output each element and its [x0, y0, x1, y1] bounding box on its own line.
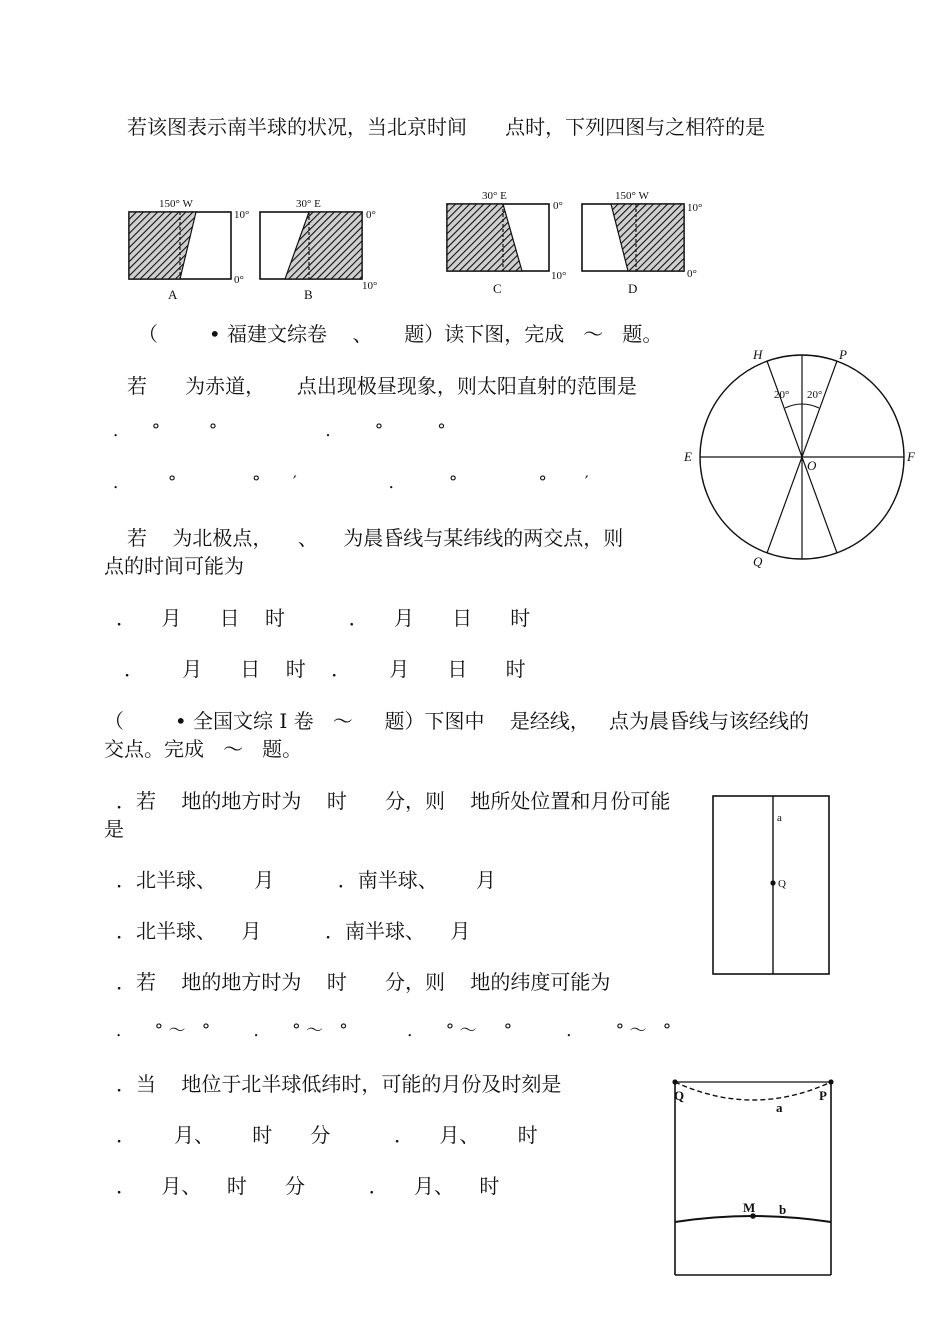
point-p-arc-label: P [819, 1088, 827, 1103]
question2-options-ab: ． 月 日 时 ． 月 日 时 [116, 606, 531, 630]
question5-options-cd: ． 月、 时 分 ． 月、 时 [116, 1174, 500, 1198]
point-h-label: H [753, 347, 763, 362]
question1-options-cd: ． ° ° ′ ． ° ° ′ [113, 473, 589, 493]
figure-c-right-top: 0° [553, 200, 563, 212]
angle-left-label: 20° [774, 389, 790, 401]
point-m-label: M [743, 1200, 756, 1215]
question4-options: ． ° ～ ° ． ° ～ ° ． ° ～ ° ． ° ～ ° [116, 1021, 672, 1041]
option-figures [0, 185, 950, 310]
figure-d-label: D [628, 281, 638, 296]
figure-c-label: C [493, 281, 502, 296]
question3-options-ab: ．北半球、 月 ．南半球、 月 [116, 868, 496, 892]
question5-options-ab: ． 月、 时 分 ． 月、 时 [116, 1123, 538, 1147]
rectangle-diagram [710, 792, 840, 982]
figure-c-top-label: 30° E [482, 190, 507, 202]
figure-b-right-top: 0° [366, 209, 376, 221]
point-o-label: O [807, 458, 817, 473]
question4: ．若 地的地方时为 时 分，则 地的纬度可能为 [116, 970, 611, 994]
question3-options-cd: ．北半球、 月 ．南半球、 月 [116, 919, 471, 943]
circle-diagram [680, 340, 920, 580]
question3-line2: 是 [104, 817, 124, 841]
angle-right-label: 20° [807, 389, 823, 401]
arc-b-label: b [779, 1202, 787, 1217]
figure-d-right-bottom: 0° [687, 268, 697, 280]
arc-diagram [660, 1070, 850, 1280]
figure-c [447, 190, 566, 296]
point-q-label: Q [753, 554, 763, 569]
figure-a [129, 198, 249, 302]
figure-b-label: B [304, 287, 313, 302]
question2-line1: 若 为北极点， 、 为晨昏线与某纬线的两交点，则 [127, 526, 624, 550]
figure-c-right-bottom: 10° [551, 270, 567, 282]
figure-a-top-label: 150° W [159, 198, 193, 210]
figure-b-right-bottom: 10° [362, 280, 378, 292]
figure-b-top-label: 30° E [296, 198, 321, 210]
point-q-rect-label: Q [778, 878, 786, 890]
figure-d [582, 190, 702, 296]
figure-d-right-top: 10° [687, 202, 703, 214]
question5: ．当 地位于北半球低纬时，可能的月份及时刻是 [116, 1072, 562, 1096]
figure-a-right-bottom: 0° [234, 274, 244, 286]
figure-b [260, 198, 377, 302]
figure-d-top-label: 150° W [615, 190, 649, 202]
section2-heading-line1: （ • 全国文综 I 卷 ～ 题）下图中 是经线， 点为晨昏线与该经线的 [104, 709, 809, 733]
section2-heading-line2: 交点。完成 ～ 题。 [104, 737, 303, 761]
point-f-label: F [907, 449, 915, 464]
question2-line2: 点的时间可能为 [104, 554, 244, 578]
arc-a-label: a [776, 1100, 783, 1115]
question1-options-ab: ． ° ° ． ° ° [113, 421, 446, 441]
question1: 若 为赤道， 点出现极昼现象，则太阳直射的范围是 [127, 374, 637, 398]
figure-a-label: A [168, 287, 178, 302]
point-e-label: E [684, 449, 692, 464]
figure-a-right-top: 10° [234, 209, 250, 221]
question3-line1: ．若 地的地方时为 时 分，则 地所处位置和月份可能 [116, 789, 671, 813]
question-intro: 若该图表示南半球的状况，当北京时间 点时，下列四图与之相符的是 [127, 115, 766, 139]
question2-options-cd: ． 月 日 时 ． 月 日 时 [124, 657, 526, 681]
section1-heading: （ • 福建文综卷 、 题）读下图，完成 ～ 题。 [138, 322, 663, 346]
line-a-label: a [777, 812, 782, 824]
point-p-label: P [839, 347, 847, 362]
point-q-arc-label: Q [674, 1088, 685, 1103]
